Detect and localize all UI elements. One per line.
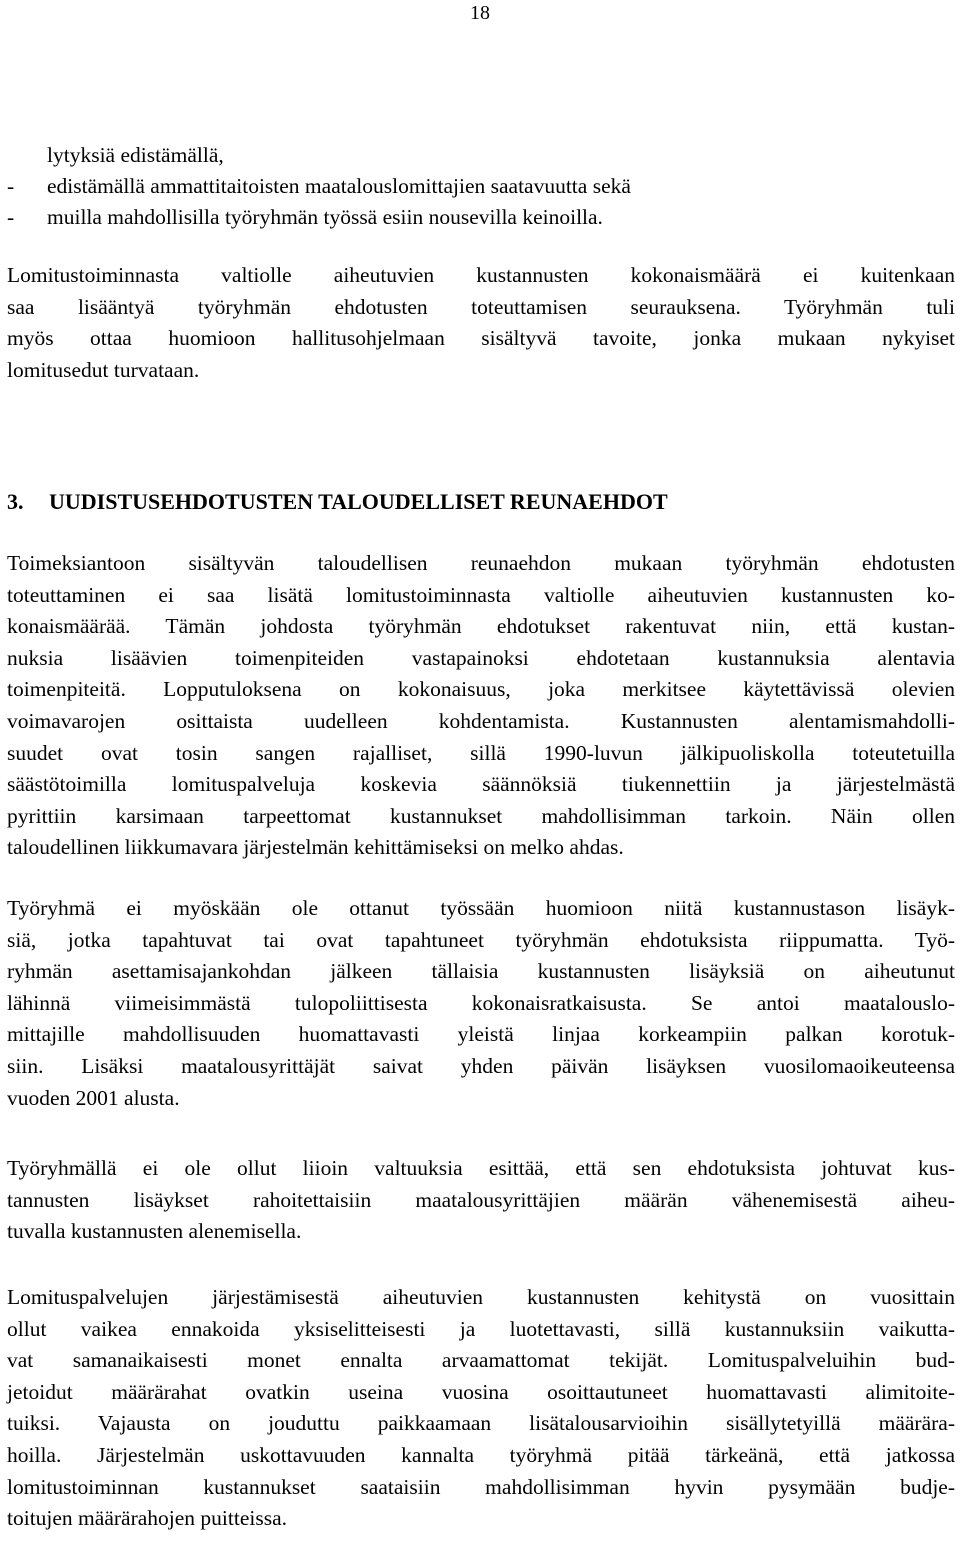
paragraph-line: tannusten lisäykset rahoitettaisiin maatalousyrittäjien määrän vähenemisestä aiheu- bbox=[7, 1187, 955, 1212]
paragraph-line: mittajille mahdollisuuden huomattavasti yleistä linjaa korkeampiin palkan korotuk- bbox=[7, 1022, 955, 1047]
paragraph-line: jetoidut määrärahat ovatkin useina vuosina osoittautuneet huomattavasti alimitoite- bbox=[7, 1379, 955, 1404]
paragraph-line: taloudellinen liikkumavara järjestelmän kehittämiseksi on melko ahdas. bbox=[7, 835, 624, 860]
paragraph-line: Lomituspalvelujen järjestämisestä aiheutuvien kustannusten kehitystä on vuosittain bbox=[7, 1285, 955, 1309]
paragraph-line: toteuttaminen ei saa lisätä lomitustoiminnasta valtiolle aiheutuvien kustannusten ko- bbox=[7, 582, 955, 607]
list-dash: - bbox=[7, 205, 15, 230]
paragraph-line: konaismäärää. Tämän johdosta työryhmän ehdotukset rakentuvat niin, että kustan- bbox=[7, 614, 955, 639]
paragraph-line: lähinnä viimeisimmästä tulopoliittisesta kokonaisratkaisusta. Se antoi maatalouslo- bbox=[7, 990, 955, 1015]
paragraph-line: ollut vaikea ennakoida yksiselitteisesti ja luotettavasti, sillä kustannuksiin vaikutta- bbox=[7, 1316, 955, 1341]
paragraph-line: lomitusedut turvataan. bbox=[7, 357, 200, 382]
paragraph-line: suudet ovat tosin sangen rajalliset, sillä 1990-luvun jälkipuoliskolla toteutetuilla bbox=[7, 740, 955, 765]
paragraph-line: pyrittiin karsimaan tarpeettomat kustannukset mahdollisimman tarkoin. Näin ollen bbox=[7, 803, 955, 828]
paragraph-cost-limit bbox=[7, 260, 955, 386]
paragraph-line: säästötoimilla lomituspalveluja koskevia säännöksiä tiukennettiin ja järjestelmästä bbox=[7, 772, 955, 797]
section-heading bbox=[7, 485, 668, 519]
paragraph-line: hoilla. Järjestelmän uskottavuuden kannalta työryhmä pitää tärkeänä, että jatkossa bbox=[7, 1442, 955, 1467]
paragraph-cost-level bbox=[7, 893, 955, 1114]
paragraph-financing bbox=[7, 1153, 955, 1248]
paragraph-line: nuksia lisäävien toimenpiteiden vastapainoksi ehdotetaan kustannuksia alentavia bbox=[7, 645, 955, 670]
paragraph-line: saa lisääntyä työryhmän ehdotusten toteuttamisen seurauksena. Työryhmän tuli bbox=[7, 294, 955, 319]
paragraph-line: vat samanaikaisesti monet ennalta arvaamattomat tekijät. Lomituspalveluihin bud- bbox=[7, 1348, 955, 1373]
paragraph-line: Lomitustoiminnasta valtiolle aiheutuvien kustannusten kokonaismäärä ei kuitenkaan bbox=[7, 263, 955, 287]
list-item-text: edistämällä ammattitaitoisten maatalouslomittajien saatavuutta sekä bbox=[47, 174, 631, 199]
paragraph-line: ryhmän asettamisajankohdan jälkeen tällaisia kustannusten lisäyksiä on aiheutunut bbox=[7, 959, 955, 984]
section-title: UUDISTUSEHDOTUSTEN TALOUDELLISET REUNAEHDOT bbox=[49, 489, 668, 514]
paragraph-line: toitujen määrärahojen puitteissa. bbox=[7, 1506, 288, 1531]
paragraph-line: voimavarojen osittaista uudelleen kohdentamista. Kustannusten alentamismahdolli- bbox=[7, 708, 955, 733]
continued-list bbox=[7, 140, 955, 234]
paragraph-line: lomitustoiminnan kustannukset saataisiin mahdollisimman hyvin pysymään budje- bbox=[7, 1474, 955, 1499]
list-item bbox=[7, 171, 955, 202]
paragraph-budget bbox=[7, 1282, 955, 1535]
paragraph-line: tuiksi. Vajausta on jouduttu paikkaamaan lisätalousarvioihin sisällytetyillä määrära- bbox=[7, 1411, 955, 1436]
list-item bbox=[7, 140, 955, 171]
list-item bbox=[7, 202, 955, 233]
list-item-text: muilla mahdollisilla työryhmän työssä esiin nousevilla keinoilla. bbox=[47, 205, 603, 230]
paragraph-line: siä, jotka tapahtuvat tai ovat tapahtuneet työryhmän ehdotuksista riippumatta. Työ- bbox=[7, 927, 955, 952]
paragraph-line: Työryhmä ei myöskään ole ottanut työssään huomioon niitä kustannustason lisäyk- bbox=[7, 896, 955, 920]
paragraph-mandate bbox=[7, 548, 955, 864]
page-number: 18 bbox=[470, 2, 490, 24]
list-dash: - bbox=[7, 174, 15, 199]
section-number: 3. bbox=[7, 489, 24, 514]
paragraph-line: Työryhmällä ei ole ollut liioin valtuuksia esittää, että sen ehdotuksista johtuvat kus- bbox=[7, 1156, 955, 1180]
paragraph-line: Toimeksiantoon sisältyvän taloudellisen reunaehdon mukaan työryhmän ehdotusten bbox=[7, 551, 955, 575]
paragraph-line: toimenpiteitä. Lopputuloksena on kokonaisuus, joka merkitsee käytettävissä olevien bbox=[7, 677, 955, 702]
paragraph-line: vuoden 2001 alusta. bbox=[7, 1085, 180, 1110]
paragraph-line: myös ottaa huomioon hallitusohjelmaan sisältyvä tavoite, jonka mukaan nykyiset bbox=[7, 326, 955, 351]
paragraph-line: tuvalla kustannusten alenemisella. bbox=[7, 1219, 302, 1244]
paragraph-line: siin. Lisäksi maatalousyrittäjät saivat yhden päivän lisäyksen vuosilomaoikeuteensa bbox=[7, 1053, 955, 1078]
list-item-text: lytyksiä edistämällä, bbox=[47, 143, 224, 167]
